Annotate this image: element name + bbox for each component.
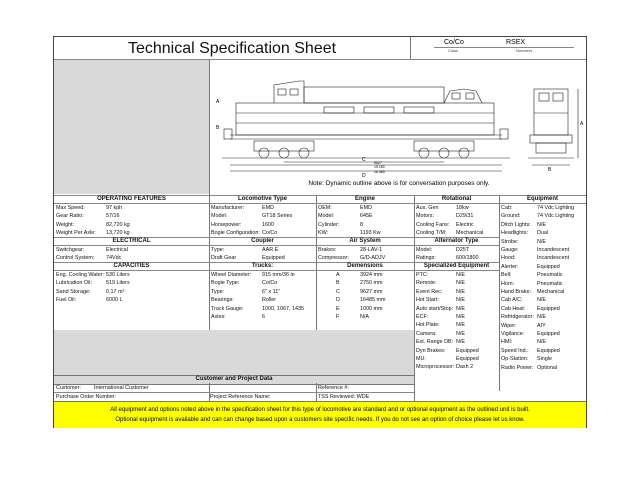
number-value: RSEX — [506, 39, 526, 46]
specialized-row-value: N/E — [456, 288, 465, 295]
coupler-row-value: Equipped — [262, 255, 285, 262]
capacities-row-value: 519 Liters — [106, 280, 130, 287]
specialized-row-label: Hot Start: — [416, 297, 439, 304]
specialized-row-label: Event Rec: — [416, 288, 443, 295]
specialized-row-value: N/E — [456, 314, 465, 320]
equipment-row-label: Hand Brake: — [501, 289, 531, 295]
equipment-row-label: Radio Power: — [501, 364, 534, 371]
specialized-row-label: Ext. Range DB: — [416, 339, 454, 346]
air-system-row-label: Compressor: — [318, 255, 349, 262]
rotational-row-value: Electric — [456, 221, 474, 228]
dim-label-a: A — [580, 121, 584, 127]
rotational-row-value: Mechanical — [456, 230, 484, 237]
locomotive-row-value: EMD — [262, 205, 274, 211]
equipment-row-label: Bell: — [501, 272, 512, 279]
dimensions-row-value: 9627 mm — [360, 288, 383, 295]
specialized-row-label: MU: — [416, 356, 426, 362]
alternator-row-label: Ratings: — [416, 255, 436, 262]
specialized-row-label: Camera: — [416, 330, 437, 337]
rotational-title: Rotational — [441, 196, 472, 202]
equipment-row-value: N/E — [537, 314, 546, 321]
specialized-row-value: N/E — [456, 322, 465, 329]
engine-title: Engine — [354, 196, 375, 202]
specialized-row-value: N/E — [456, 280, 465, 287]
specialized-row-label: Hot Plate: — [416, 322, 440, 329]
equipment-row-label: Ditch Lights: — [501, 221, 531, 228]
specialized-row-value: Dash 2 — [456, 364, 474, 371]
trucks-row-value: Co/Co — [262, 280, 278, 287]
customer-label: Customer: — [56, 385, 81, 391]
drawing-note: Note: Dynamic outline above is for conversation purposes only. — [308, 180, 490, 187]
equipment-row-value: Equipped — [537, 331, 560, 337]
dimensions-row-value: 16485 mm — [360, 297, 386, 304]
customer-value: International Customer — [94, 385, 149, 391]
rotational-row-label: Motors: — [416, 213, 434, 220]
electrical-row-label: Control System: — [56, 255, 95, 262]
locomotive-outline-drawing — [214, 63, 584, 179]
dimensions-row-label: B — [336, 280, 340, 287]
locomotive-row-label: Bogie Configuration: — [211, 230, 260, 237]
capacities-row-label: Lubrication Oil: — [56, 280, 92, 287]
trucks-row-label: Axles: — [211, 314, 226, 320]
dimensions-row-label: C — [336, 288, 340, 295]
dimensions-row-label: E — [336, 305, 340, 312]
capacities-row-value: 530 Liters — [106, 272, 130, 278]
trucks-row-label: Track Gauge: — [211, 305, 244, 312]
equipment-row-value: Equipped — [537, 347, 560, 354]
trucks-row-label: Wheel Diameter: — [211, 272, 252, 278]
footer-banner — [54, 401, 586, 428]
engine-row-value: 645E — [360, 213, 373, 220]
reference-label: Reference #: — [318, 385, 349, 391]
specialized-row-label: Auto start/Stop: — [416, 305, 454, 312]
equipment-row-label: Alerter: — [501, 263, 519, 270]
specialized-row-label: Microprocessor: — [416, 364, 455, 371]
dimensions-row-label: D — [336, 297, 340, 304]
operating-row-label: Weight Per Axle: — [56, 230, 96, 237]
equipment-row-value: Incandescent — [537, 255, 570, 262]
specialized-row-value: Equipped — [456, 347, 479, 354]
equipment-row-value: Dual — [537, 230, 549, 237]
air-system-row-label: Brakes: — [318, 247, 337, 253]
equipment-row-label: Op-Station: — [501, 356, 529, 363]
drawing-left-panel — [54, 60, 209, 194]
capacities-row-value: 0.17 m³ — [106, 288, 125, 295]
rotational-row-value: D29/31 — [456, 213, 474, 220]
po-label: Purchase Order Number: — [56, 394, 117, 400]
dim-label-d: D — [362, 173, 366, 179]
specialized-row-value: N/E — [456, 330, 465, 337]
number-label: Numbers — [516, 48, 533, 53]
equipment-row-label: Speed Ind.: — [501, 347, 529, 354]
equipment-row-label: Hood: — [501, 255, 516, 262]
dimensions-row-value: 1000 mm — [360, 305, 383, 312]
trucks-title: Trucks: — [251, 263, 274, 269]
locomotive-row-label: Model: — [211, 213, 228, 220]
air-system-row-value: 28-LAV-1 — [360, 247, 383, 253]
capacities-row-label: Sand Storage: — [56, 288, 91, 295]
equipment-row-label: Horn: — [501, 280, 515, 287]
project-label: Project Reference Name: — [210, 394, 271, 400]
alternator-title: Alternator Type — [434, 238, 479, 244]
operating-row-label: Max Speed: — [56, 205, 85, 211]
equipment-row-value: N/E — [537, 339, 546, 346]
equipment-row-label: Wiper: — [501, 322, 517, 329]
locomotive-title: Locomotive Type — [238, 196, 287, 202]
dim-value-mid: 15 180 — [374, 165, 385, 169]
equipment-title: Equipment — [527, 196, 558, 202]
dimensions-row-value: N/A — [360, 314, 369, 320]
specialized-row-value: N/E — [456, 339, 465, 346]
equipment-row-label: Refridgerator: — [501, 314, 534, 321]
alternator-row-value: 600/1800 — [456, 255, 479, 262]
operating-row-value: 13,720 kg — [106, 230, 130, 237]
rotational-row-label: Cooling Fans: — [416, 221, 450, 228]
coupler-row-label: Draft Gear — [211, 255, 237, 262]
alternator-row-value: D25T — [456, 247, 470, 253]
equipment-row-label: Cab A/C: — [501, 297, 523, 304]
spec-sheet — [53, 36, 587, 428]
engine-row-value: EMD — [360, 205, 372, 211]
operating-row-label: Gear Ratio: — [56, 213, 84, 220]
locomotive-row-label: Horsepower: — [211, 221, 242, 228]
equipment-row-value: Pneumatic — [537, 272, 563, 279]
trucks-row-label: Bogie Type: — [211, 280, 240, 287]
specialized-row-label: Dyn Brakes: — [416, 347, 446, 354]
equipment-row-value: 74 Vdc Lighting — [537, 205, 575, 211]
operating-title: OPERATING FEATURES — [97, 196, 166, 202]
capacities-title: CAPACITIES — [113, 263, 150, 269]
dim-value-c: 9627 — [374, 161, 382, 165]
capacities-row-label: Fuel Oil: — [56, 297, 77, 304]
equipment-row-label: Cab Heat: — [501, 305, 526, 312]
equipment-row-value: N/E — [537, 297, 546, 304]
trucks-row-value: 1000, 1067, 1435 — [262, 305, 304, 312]
rotational-row-value: 18kw — [456, 205, 469, 211]
class-value: Co/Co — [444, 39, 464, 46]
specialized-row-value: N/E — [456, 272, 465, 278]
equipment-row-label: Gauge: — [501, 247, 519, 253]
trucks-row-value: 6 — [262, 314, 265, 320]
dimensions-row-label: A — [336, 272, 340, 278]
locomotive-row-value: Co/Co — [262, 230, 278, 237]
equipment-row-value: 74 Vdc Lighting — [537, 213, 575, 220]
equipment-row-value: Single — [537, 356, 552, 363]
equipment-row-value: Pneumatic — [537, 280, 563, 287]
equipment-row-value: Equipped — [537, 263, 560, 270]
dim-label-c: C — [362, 157, 366, 163]
equipment-row-label: Ground: — [501, 213, 521, 220]
operating-row-value: 82,720 kg — [106, 221, 130, 228]
specialized-row-label: Remote: — [416, 280, 437, 287]
engine-row-label: KW: — [318, 230, 329, 237]
equipment-row-label: Vigilance: — [501, 331, 525, 337]
dim-label-b-side: B — [216, 125, 220, 131]
dim-label-b: B — [548, 167, 552, 173]
equipment-row-label: Strobe: — [501, 238, 519, 245]
operating-row-label: Weight: — [56, 221, 75, 228]
equipment-row-label: HMI: — [501, 339, 513, 346]
air-system-row-value: G/D-ADJV — [360, 255, 386, 262]
footer-line-2: Optional equipment is available and can can change based upon a customers site specific needs. If you do not see an option of choice please let us know. — [115, 417, 525, 423]
electrical-row-label: Switchgear: — [56, 247, 85, 253]
equipment-row-label: Headlights: — [501, 230, 528, 237]
engine-row-label: Cylinder: — [318, 221, 340, 228]
dimensions-row-value: 3924 mm — [360, 272, 383, 278]
locomotive-row-value: GT18 Series — [262, 213, 293, 220]
equipment-row-label: Cab: — [501, 205, 513, 211]
specialized-row-value: N/E — [456, 297, 465, 304]
coupler-title: Coupler — [251, 238, 274, 244]
rotational-row-label: Aux. Gen — [416, 205, 439, 211]
tss-label: TSS Reviewed: WDE — [318, 394, 370, 400]
electrical-row-value: Electrical — [106, 247, 128, 253]
coupler-row-label: Type: — [211, 247, 225, 253]
trucks-row-label: Bearings: — [211, 297, 234, 304]
equipment-row-value: Optional — [537, 364, 558, 371]
electrical-title: ELECTRICAL — [112, 238, 151, 244]
trucks-row-value: 6" x 11" — [262, 288, 281, 295]
trucks-row-value: 915 mm/36 in — [262, 272, 295, 278]
customer-title: Customer and Project Data — [195, 376, 273, 382]
rotational-row-label: Cooling T/M: — [416, 230, 447, 237]
capacities-row-label: Eng. Cooling Water: — [56, 272, 105, 278]
operating-row-value: 97 kph — [106, 205, 123, 211]
operating-row-value: 57/16 — [106, 213, 120, 220]
engine-row-label: OEM: — [318, 205, 332, 211]
equipment-row-value: N/E — [537, 221, 546, 228]
specialized-row-label: PTC: — [416, 272, 429, 278]
capacities-row-value: 6000 L — [106, 297, 123, 304]
dim-value-d: 16 485 — [374, 170, 385, 174]
specialized-row-value: Equipped — [456, 356, 479, 362]
engine-row-value: 1193 Kw — [360, 230, 381, 237]
dimensions-row-value: 2750 mm — [360, 280, 383, 287]
dimensions-title: Demensions — [347, 263, 383, 269]
alternator-row-label: Model: — [416, 247, 433, 253]
filler-left — [54, 330, 414, 375]
equipment-row-value: Equipped — [537, 305, 560, 312]
dimensions-row-label: F — [336, 314, 340, 320]
equipment-row-value: Incandescent — [537, 247, 570, 253]
electrical-row-value: 74Vdc — [106, 255, 122, 262]
locomotive-row-value: 1600 — [262, 221, 274, 228]
trucks-row-value: Roller — [262, 297, 277, 304]
specialized-title: Specialized Equipment — [423, 263, 490, 269]
class-label: Class — [448, 48, 459, 53]
footer-line-1: All equipment and options noted above in the specification sheet for this type of locomotive are standard and or optional equipment as the outlined unit is built. — [110, 407, 530, 413]
air-system-title: Air System — [349, 238, 381, 244]
equipment-row-value: N/E — [537, 238, 546, 245]
equipment-row-value: AIY — [537, 322, 546, 329]
equipment-row-value: Mechanical — [537, 289, 565, 295]
engine-row-value: 8 — [360, 221, 363, 228]
coupler-row-value: AAR E — [262, 247, 279, 253]
locomotive-row-label: Manufacturer: — [211, 205, 245, 211]
trucks-row-label: Type: — [211, 288, 225, 295]
specialized-row-label: ECF: — [416, 314, 429, 320]
specialized-row-value: N/E — [456, 305, 465, 312]
page-title: Technical Specification Sheet — [127, 40, 337, 57]
engine-row-label: Model: — [318, 213, 335, 220]
dim-label-a-side: A — [216, 99, 220, 105]
